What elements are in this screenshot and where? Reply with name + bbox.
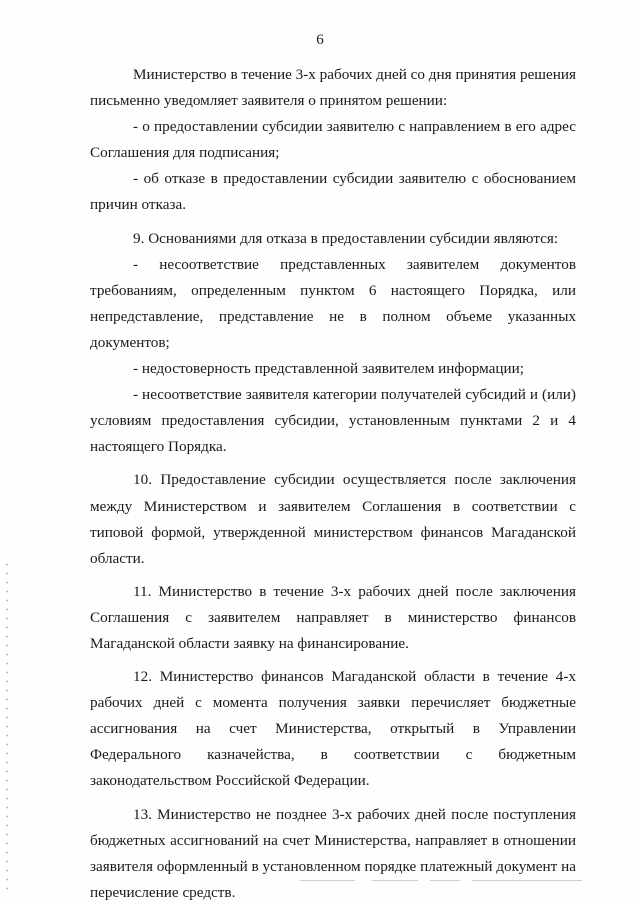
paragraph-notification: Министерство в течение 3-х рабочих дней со дня принятия решения письменно уведомляет заявителя о принятом решении: [90, 66, 576, 110]
paragraph-section-9: 9. Основаниями для отказа в предоставлении субсидии являются: [133, 229, 559, 247]
paragraph-unreliable-information: - недостоверность представленной заявителем информации; [133, 360, 525, 378]
scan-edge-noise [6, 560, 8, 890]
paragraph-grant-refusal: - об отказе в предоставлении субсидии заявителю с обоснованием причин отказа. [90, 170, 576, 214]
scan-bottom-line-3 [430, 880, 460, 881]
scan-bottom-line-1 [300, 880, 355, 881]
scan-bottom-line-2 [372, 880, 418, 881]
paragraph-section-10: 10. Предоставление субсидии осуществляется после заключения между Министерством и заявителем Соглашения в соответствии с типовой формой, утвержденной министерством финансов Магаданской области. [90, 471, 576, 567]
scan-bottom-line-4 [472, 880, 582, 881]
paragraph-nonconformity-documents: - несоответствие представленных заявителем документов требованиям, определенным пунктом 6 настоящего Порядка, или непредставление, представление не в полном объеме указанных документов; [90, 255, 576, 351]
paragraph-section-13: 13. Министерство не позднее 3-х рабочих дней после поступления бюджетных ассигнований на счет Министерства, направляет в отношении заявителя оформленный в установленном порядке платежный документ на перечисление средств. [90, 805, 576, 901]
paragraph-grant-approval: - о предоставлении субсидии заявителю с направлением в его адрес Соглашения для подписания; [90, 118, 576, 162]
page-number: 6 [316, 32, 324, 48]
paragraph-nonconformity-applicant: - несоответствие заявителя категории получателей субсидий и (или) условиям предоставления субсидии, установленным пунктами 2 и 4 настоящего Порядка. [90, 386, 576, 456]
paragraph-section-11: 11. Министерство в течение 3-х рабочих дней после заключения Соглашения с заявителем направляет в министерство финансов Магаданской области заявку на финансирование. [90, 582, 576, 652]
document-body [90, 62, 576, 906]
paragraph-section-12: 12. Министерство финансов Магаданской области в течение 4-х рабочих дней с момента получения заявки перечисляет бюджетные ассигнования на счет Министерства, открытый в Управлении Федерального казначейства, в соответствии с бюджетным законодательством Российской Федерации. [90, 668, 576, 790]
